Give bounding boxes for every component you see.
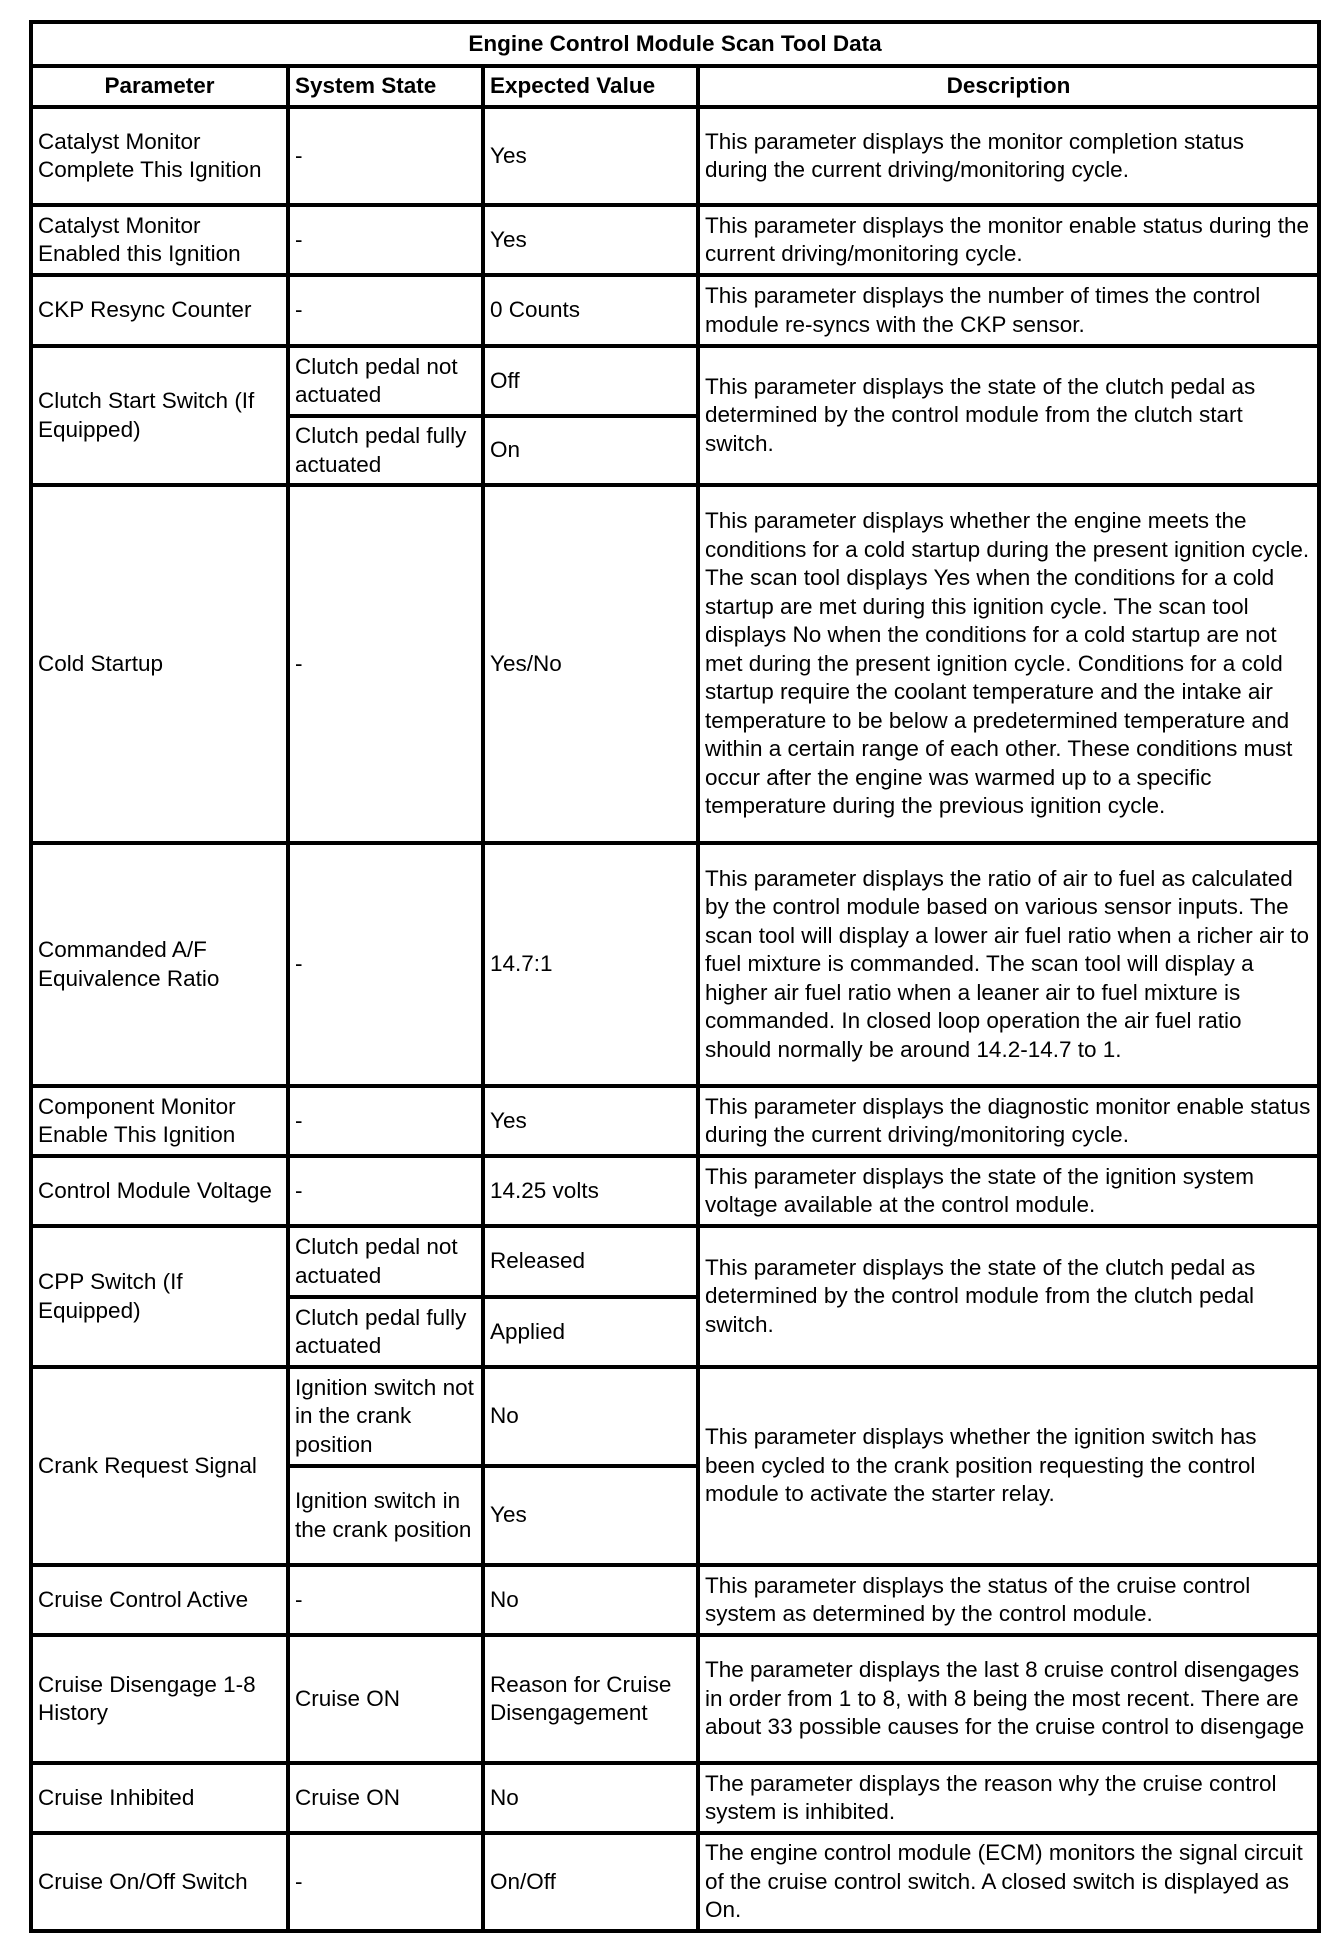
parameter-cell: Cruise Inhibited — [31, 1763, 288, 1833]
table-title: Engine Control Module Scan Tool Data — [31, 22, 1319, 66]
table-row — [31, 107, 1319, 205]
system-state-cell: - — [288, 485, 483, 843]
description-cell: This parameter displays the monitor enable status during the current driving/monitoring cycle. — [698, 205, 1319, 275]
table-row — [31, 275, 1319, 346]
description-cell: This parameter displays the monitor completion status during the current driving/monitoring cycle. — [698, 107, 1319, 205]
expected-value-cell: 14.7:1 — [483, 843, 698, 1086]
parameter-cell: Cold Startup — [31, 485, 288, 843]
expected-value-cell: 0 Counts — [483, 275, 698, 346]
description-cell: The engine control module (ECM) monitors the signal circuit of the cruise control switch. A closed switch is displayed as On. — [698, 1833, 1319, 1931]
table-row — [31, 485, 1319, 843]
description-cell: This parameter displays the diagnostic monitor enable status during the current driving/monitoring cycle. — [698, 1086, 1319, 1156]
description-cell: This parameter displays the state of the clutch pedal as determined by the control module from the clutch start switch. — [698, 346, 1319, 485]
table-row — [31, 1763, 1319, 1833]
system-state-cell: Clutch pedal fully actuated — [288, 1297, 483, 1367]
expected-value-cell: On/Off — [483, 1833, 698, 1931]
expected-value-cell: Released — [483, 1226, 698, 1297]
expected-value-cell: On — [483, 416, 698, 485]
system-state-cell: Clutch pedal fully actuated — [288, 416, 483, 485]
parameter-cell: CPP Switch (If Equipped) — [31, 1226, 288, 1367]
description-cell: This parameter displays the number of times the control module re-syncs with the CKP sensor. — [698, 275, 1319, 346]
description-cell: This parameter displays the ratio of air to fuel as calculated by the control module based on various sensor inputs. The scan tool will display a lower air fuel ratio when a richer air to fuel mixture is commanded. The scan tool will display a higher air fuel ratio when a leaner air to fuel mixture is commanded. In closed loop operation the air fuel ratio should normally be around 14.2-14.7 to 1. — [698, 843, 1319, 1086]
system-state-cell: Clutch pedal not actuated — [288, 1226, 483, 1297]
column-header-parameter: Parameter — [31, 66, 288, 107]
table-row — [31, 1226, 1319, 1297]
table-row — [31, 1635, 1319, 1763]
parameter-cell: Component Monitor Enable This Ignition — [31, 1086, 288, 1156]
expected-value-cell: Applied — [483, 1297, 698, 1367]
description-cell: This parameter displays the status of the cruise control system as determined by the control module. — [698, 1565, 1319, 1635]
system-state-cell: - — [288, 205, 483, 275]
description-cell: The parameter displays the last 8 cruise control disengages in order from 1 to 8, with 8 being the most recent. There are about 33 possible causes for the cruise control to disengage — [698, 1635, 1319, 1763]
system-state-cell: Cruise ON — [288, 1763, 483, 1833]
system-state-cell: - — [288, 1833, 483, 1931]
parameter-cell: Control Module Voltage — [31, 1156, 288, 1226]
table-row — [31, 1367, 1319, 1466]
parameter-cell: Commanded A/F Equivalence Ratio — [31, 843, 288, 1086]
expected-value-cell: Yes — [483, 205, 698, 275]
parameter-cell: Crank Request Signal — [31, 1367, 288, 1565]
parameter-cell: Cruise On/Off Switch — [31, 1833, 288, 1931]
parameter-cell: Cruise Control Active — [31, 1565, 288, 1635]
parameter-cell: CKP Resync Counter — [31, 275, 288, 346]
parameter-cell: Cruise Disengage 1-8 History — [31, 1635, 288, 1763]
description-cell: This parameter displays whether the engine meets the conditions for a cold startup during the present ignition cycle. The scan tool displays Yes when the conditions for a cold startup are met during this ignition cycle. The scan tool displays No when the conditions for a cold startup are not met during the present ignition cycle. Conditions for a cold startup require the coolant temperature and the intake air temperature to be below a predetermined temperature and within a certain range of each other. These conditions must occur after the engine was warmed up to a specific temperature during the previous ignition cycle. — [698, 485, 1319, 843]
system-state-cell: Clutch pedal not actuated — [288, 346, 483, 416]
description-cell: This parameter displays whether the ignition switch has been cycled to the crank position requesting the control module to activate the starter relay. — [698, 1367, 1319, 1565]
description-cell: This parameter displays the state of the clutch pedal as determined by the control module from the clutch pedal switch. — [698, 1226, 1319, 1367]
table-row — [31, 1565, 1319, 1635]
system-state-cell: - — [288, 275, 483, 346]
expected-value-cell: 14.25 volts — [483, 1156, 698, 1226]
expected-value-cell: No — [483, 1565, 698, 1635]
column-header-expected-value: Expected Value — [483, 66, 698, 107]
system-state-cell: Cruise ON — [288, 1635, 483, 1763]
expected-value-cell: No — [483, 1367, 698, 1466]
system-state-cell: - — [288, 1565, 483, 1635]
table-row — [31, 843, 1319, 1086]
expected-value-cell: No — [483, 1763, 698, 1833]
expected-value-cell: Reason for Cruise Disengagement — [483, 1635, 698, 1763]
table-row — [31, 1833, 1319, 1931]
table-row — [31, 1156, 1319, 1226]
expected-value-cell: Yes — [483, 107, 698, 205]
description-cell: The parameter displays the reason why the cruise control system is inhibited. — [698, 1763, 1319, 1833]
system-state-cell: - — [288, 107, 483, 205]
expected-value-cell: Off — [483, 346, 698, 416]
parameter-cell: Catalyst Monitor Complete This Ignition — [31, 107, 288, 205]
system-state-cell: - — [288, 843, 483, 1086]
system-state-cell: Ignition switch not in the crank position — [288, 1367, 483, 1466]
table-row — [31, 346, 1319, 416]
expected-value-cell: Yes/No — [483, 485, 698, 843]
column-header-system-state: System State — [288, 66, 483, 107]
expected-value-cell: Yes — [483, 1086, 698, 1156]
parameter-cell: Clutch Start Switch (If Equipped) — [31, 346, 288, 485]
system-state-cell: - — [288, 1156, 483, 1226]
system-state-cell: Ignition switch in the crank position — [288, 1466, 483, 1565]
description-cell: This parameter displays the state of the ignition system voltage available at the control module. — [698, 1156, 1319, 1226]
system-state-cell: - — [288, 1086, 483, 1156]
scan-tool-data-table — [29, 20, 1321, 1933]
table-row — [31, 1086, 1319, 1156]
table-row — [31, 205, 1319, 275]
column-header-description: Description — [698, 66, 1319, 107]
expected-value-cell: Yes — [483, 1466, 698, 1565]
parameter-cell: Catalyst Monitor Enabled this Ignition — [31, 205, 288, 275]
